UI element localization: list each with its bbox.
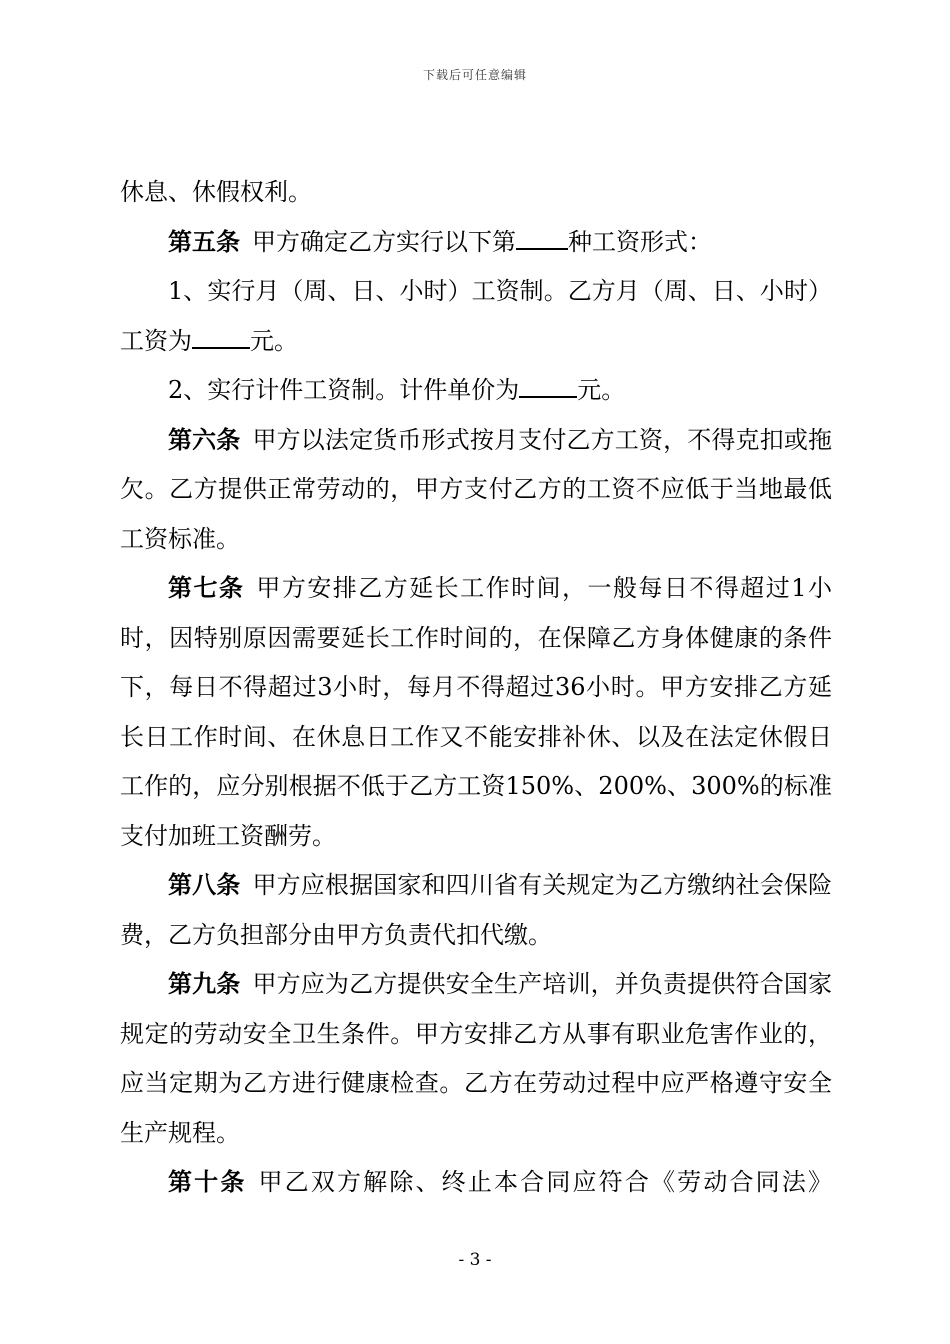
option-text: 2、实行计件工资制。计件单价为 — [168, 376, 520, 404]
document-body — [120, 168, 832, 1208]
option-text: 元。 — [577, 376, 626, 404]
page-number: - 3 - — [458, 1250, 492, 1270]
article-text: 甲方应根据国家和四川省有关规定为乙方缴纳社会保险费，乙方负担部分由甲方负责代扣代缴。 — [120, 871, 833, 949]
page-header: 下载后可任意编辑 — [422, 68, 527, 82]
article-text: 种工资形式： — [568, 227, 712, 256]
article-7 — [120, 564, 832, 861]
option-text: 元。 — [250, 326, 298, 355]
article-heading: 第六条 — [168, 425, 241, 454]
option-text: 1、实行月（周、日、小时）工资制。乙方月（周、日、小时）工资为 — [120, 277, 832, 355]
article-text: 甲方应为乙方提供安全生产培训，并负责提供符合国家规定的劳动安全卫生条件。甲方安排乙方从事有职业危害作业的，应当定期为乙方进行健康检查。乙方在劳动过程中应严格遵守安全生产规程。 — [120, 970, 833, 1147]
article-5 — [120, 218, 832, 268]
article-6 — [120, 416, 832, 565]
article-heading: 第八条 — [168, 871, 241, 899]
article-text: 甲方确定乙方实行以下第 — [252, 227, 516, 256]
article-heading: 第十条 — [168, 1168, 247, 1196]
article-heading: 第九条 — [168, 970, 241, 998]
article-text: 甲方安排乙方延长工作时间，一般每日不得超过1小时，因特别原因需要延长工作时间的，在保障乙方身体健康的条件下，每日不得超过3小时，每月不得超过36小时。甲方安排乙方延长日工作时间、在休息日工作又不能安排补休、以及在法定休假日工作的，应分别根据不低于乙方工资150%、200%、300%的标准支付加班工资酬劳。 — [120, 574, 832, 850]
article-heading: 第五条 — [168, 227, 240, 256]
paragraph-text: 休息、休假权利。 — [120, 178, 312, 206]
paragraph-rest-rights — [120, 168, 832, 218]
article-9 — [120, 960, 832, 1158]
wage-option-2 — [120, 366, 832, 416]
wage-option-1 — [120, 267, 832, 366]
article-text: 甲乙双方解除、终止本合同应符合《劳动合同法》 — [258, 1168, 832, 1196]
article-10 — [120, 1158, 832, 1208]
fill-in-blank — [519, 372, 577, 398]
article-8 — [120, 861, 832, 960]
article-text: 甲方以法定货币形式按月支付乙方工资，不得克扣或拖欠。乙方提供正常劳动的，甲方支付乙方的工资不应低于当地最低工资标准。 — [120, 425, 833, 553]
article-heading: 第七条 — [168, 574, 245, 602]
fill-in-blank — [192, 323, 250, 349]
fill-in-blank — [516, 224, 568, 250]
